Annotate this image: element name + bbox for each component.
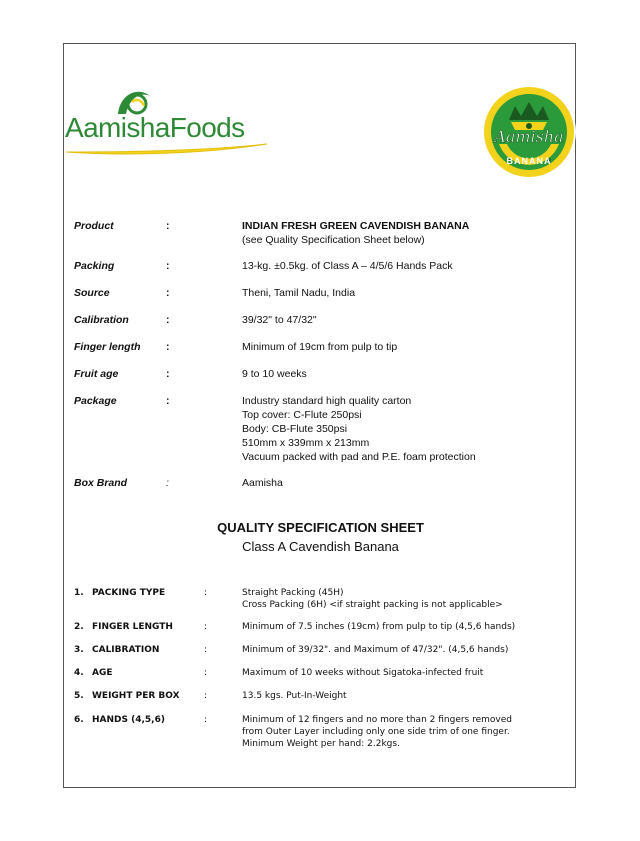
spec-label: Fruit age bbox=[74, 368, 119, 380]
item-colon: : bbox=[204, 645, 208, 655]
spec-value bbox=[242, 286, 572, 300]
item-value bbox=[242, 667, 582, 679]
item-label: HANDS (4,5,6) bbox=[92, 715, 165, 725]
swoosh-icon bbox=[64, 142, 269, 156]
spec-value-line: 39/32" to 47/32" bbox=[242, 314, 317, 326]
item-value-line: Maximum of 10 weeks without Sigatoka-infected fruit bbox=[242, 668, 484, 678]
spec-value bbox=[242, 394, 572, 464]
spec-value-line: Vacuum packed with pad and P.E. foam protection bbox=[242, 451, 476, 463]
item-number: 1. bbox=[74, 588, 84, 598]
item-number: 3. bbox=[74, 645, 84, 655]
item-colon: : bbox=[204, 691, 208, 701]
spec-value-line: (see Quality Specification Sheet below) bbox=[242, 234, 425, 246]
item-number: 2. bbox=[74, 622, 84, 632]
spec-value bbox=[242, 367, 572, 381]
item-value-line: Cross Packing (6H) <if straight packing is not applicable> bbox=[242, 600, 503, 610]
item-value-line: Minimum of 39/32". and Maximum of 47/32". (4,5,6 hands) bbox=[242, 645, 509, 655]
item-colon: : bbox=[204, 668, 208, 678]
document-page bbox=[63, 43, 576, 788]
item-label: PACKING TYPE bbox=[92, 588, 166, 598]
item-label: WEIGHT PER BOX bbox=[92, 691, 180, 701]
item-value bbox=[242, 714, 582, 750]
spec-value bbox=[242, 219, 572, 247]
item-value-line: Straight Packing (45H) bbox=[242, 588, 344, 598]
spec-colon: : bbox=[166, 395, 170, 407]
spec-label: Product bbox=[74, 220, 114, 232]
spec-label: Source bbox=[74, 287, 110, 299]
spec-value bbox=[242, 259, 572, 273]
spec-value-line: 510mm x 339mm x 213mm bbox=[242, 437, 370, 449]
item-number: 5. bbox=[74, 691, 84, 701]
spec-label: Finger length bbox=[74, 341, 141, 353]
item-value-line: Minimum of 7.5 inches (19cm) from pulp to tip (4,5,6 hands) bbox=[242, 622, 516, 632]
aamisha-banana-badge bbox=[481, 84, 577, 180]
spec-value-line: 9 to 10 weeks bbox=[242, 368, 307, 380]
spec-label: Packing bbox=[74, 260, 115, 272]
item-value bbox=[242, 587, 582, 611]
badge-script-text: Aamisha bbox=[494, 127, 564, 146]
item-value-line: Minimum Weight per hand: 2.2kgs. bbox=[242, 739, 400, 749]
item-value-line: Minimum of 12 fingers and no more than 2 fingers removed bbox=[242, 715, 512, 725]
item-value bbox=[242, 621, 582, 633]
spec-value-line: Body: CB-Flute 350psi bbox=[242, 423, 348, 435]
spec-colon: : bbox=[166, 287, 170, 299]
spec-label: Box Brand bbox=[74, 477, 128, 489]
item-label: FINGER LENGTH bbox=[92, 622, 173, 632]
quality-sheet-subtitle: Class A Cavendish Banana bbox=[242, 539, 399, 554]
spec-colon: : bbox=[166, 260, 170, 272]
spec-label: Calibration bbox=[74, 314, 129, 326]
banana-badge-icon bbox=[481, 84, 577, 180]
item-label: CALIBRATION bbox=[92, 645, 160, 655]
item-value bbox=[242, 644, 582, 656]
spec-value bbox=[242, 476, 572, 490]
spec-value-line: Theni, Tamil Nadu, India bbox=[242, 287, 356, 299]
item-colon: : bbox=[204, 715, 208, 725]
item-value-line: 13.5 kgs. Put-In-Weight bbox=[242, 691, 347, 701]
item-value bbox=[242, 690, 582, 702]
spec-colon: : bbox=[166, 220, 170, 232]
spec-label: Package bbox=[74, 395, 117, 407]
item-value-line: from Outer Layer including only one side trim of one finger. bbox=[242, 727, 510, 737]
item-number: 4. bbox=[74, 668, 84, 678]
item-colon: : bbox=[204, 588, 208, 598]
spec-value-line: Top cover: C-Flute 250psi bbox=[242, 409, 362, 421]
aamisha-foods-logo bbox=[64, 84, 279, 164]
spec-value-line: Minimum of 19cm from pulp to tip bbox=[242, 341, 398, 353]
spec-value bbox=[242, 340, 572, 354]
logo-wordmark: AamishaFoods bbox=[65, 112, 245, 143]
item-label: AGE bbox=[92, 668, 113, 678]
badge-label-text: BANANA bbox=[506, 156, 552, 166]
item-colon: : bbox=[204, 622, 208, 632]
spec-colon: : bbox=[166, 314, 170, 326]
quality-sheet-title: QUALITY SPECIFICATION SHEET bbox=[217, 520, 424, 535]
spec-colon: : bbox=[166, 368, 170, 380]
spec-value-line: Industry standard high quality carton bbox=[242, 395, 412, 407]
spec-colon: : bbox=[166, 341, 170, 353]
item-number: 6. bbox=[74, 715, 84, 725]
spec-value-line: INDIAN FRESH GREEN CAVENDISH BANANA bbox=[242, 220, 470, 232]
spec-value bbox=[242, 313, 572, 327]
spec-colon: : bbox=[166, 477, 169, 489]
spec-value-line: 13-kg. ±0.5kg. of Class A – 4/5/6 Hands Pack bbox=[242, 260, 453, 272]
spec-value-line: Aamisha bbox=[242, 477, 283, 489]
